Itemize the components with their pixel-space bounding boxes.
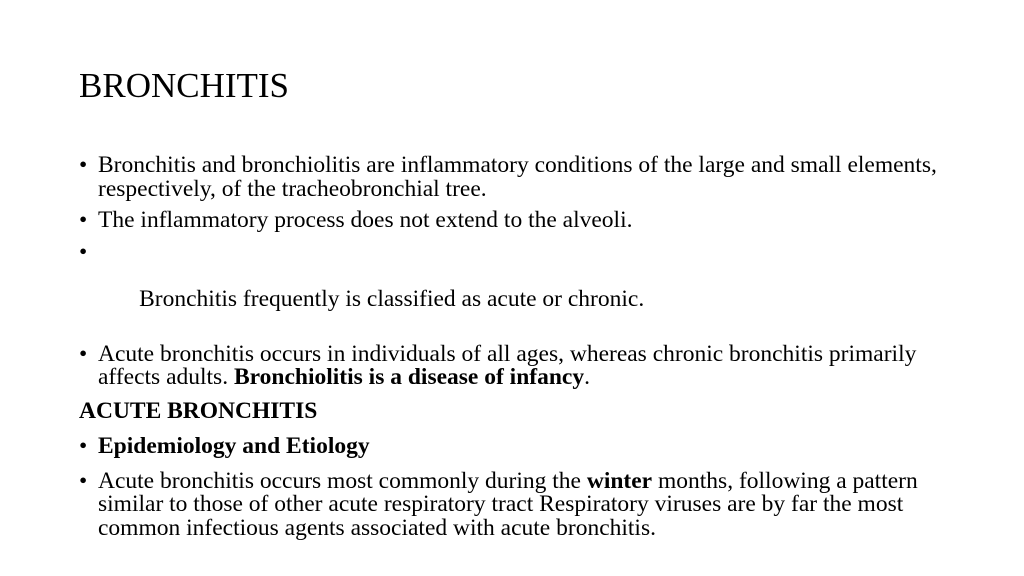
bullet-icon: •: [79, 207, 88, 233]
bullet-icon: •: [79, 467, 88, 494]
bullet-bold-text: Bronchiolitis is a disease of infancy: [233, 364, 585, 390]
bullet-item: [79, 238, 979, 335]
bullet-text: Acute bronchitis occurs most commonly during the: [98, 467, 587, 494]
bullet-icon: •: [79, 238, 88, 265]
bullet-text: Bronchitis and bronchiolitis are inflammatory conditions of the large and small elements, respectively, of the tracheobronchial tree.: [98, 152, 937, 202]
bullet-item: [79, 435, 979, 459]
bullet-bold-text: winter: [586, 467, 653, 494]
bullet-text-end: months, following a pattern similar to those of other acute respiratory tract Respiratory viruses are by far the most common infectious agents associated with acute bronchitis.: [98, 467, 918, 541]
slide-content: [79, 154, 979, 548]
slide-title: BRONCHITIS: [79, 66, 290, 105]
bullet-item: [79, 154, 979, 201]
bullet-item: [79, 340, 979, 390]
bullet-bold-text: Epidemiology and Etiology: [98, 433, 370, 459]
bullet-text: Acute bronchitis occurs in individuals of all ages, whereas chronic bronchitis primarily affects adults.: [98, 340, 917, 390]
bullet-text-end: .: [584, 364, 590, 390]
section-heading: ACUTE BRONCHITIS: [79, 397, 318, 424]
bullet-text: Bronchitis frequently is classified as acute or chronic.: [133, 285, 645, 312]
bullet-item: [79, 209, 979, 233]
bullet-item: [79, 467, 979, 541]
bullet-icon: •: [79, 433, 88, 459]
bullet-icon: •: [79, 340, 88, 367]
bullet-icon: •: [79, 152, 88, 178]
bullet-text: The inflammatory process does not extend to the alveoli.: [98, 207, 633, 233]
